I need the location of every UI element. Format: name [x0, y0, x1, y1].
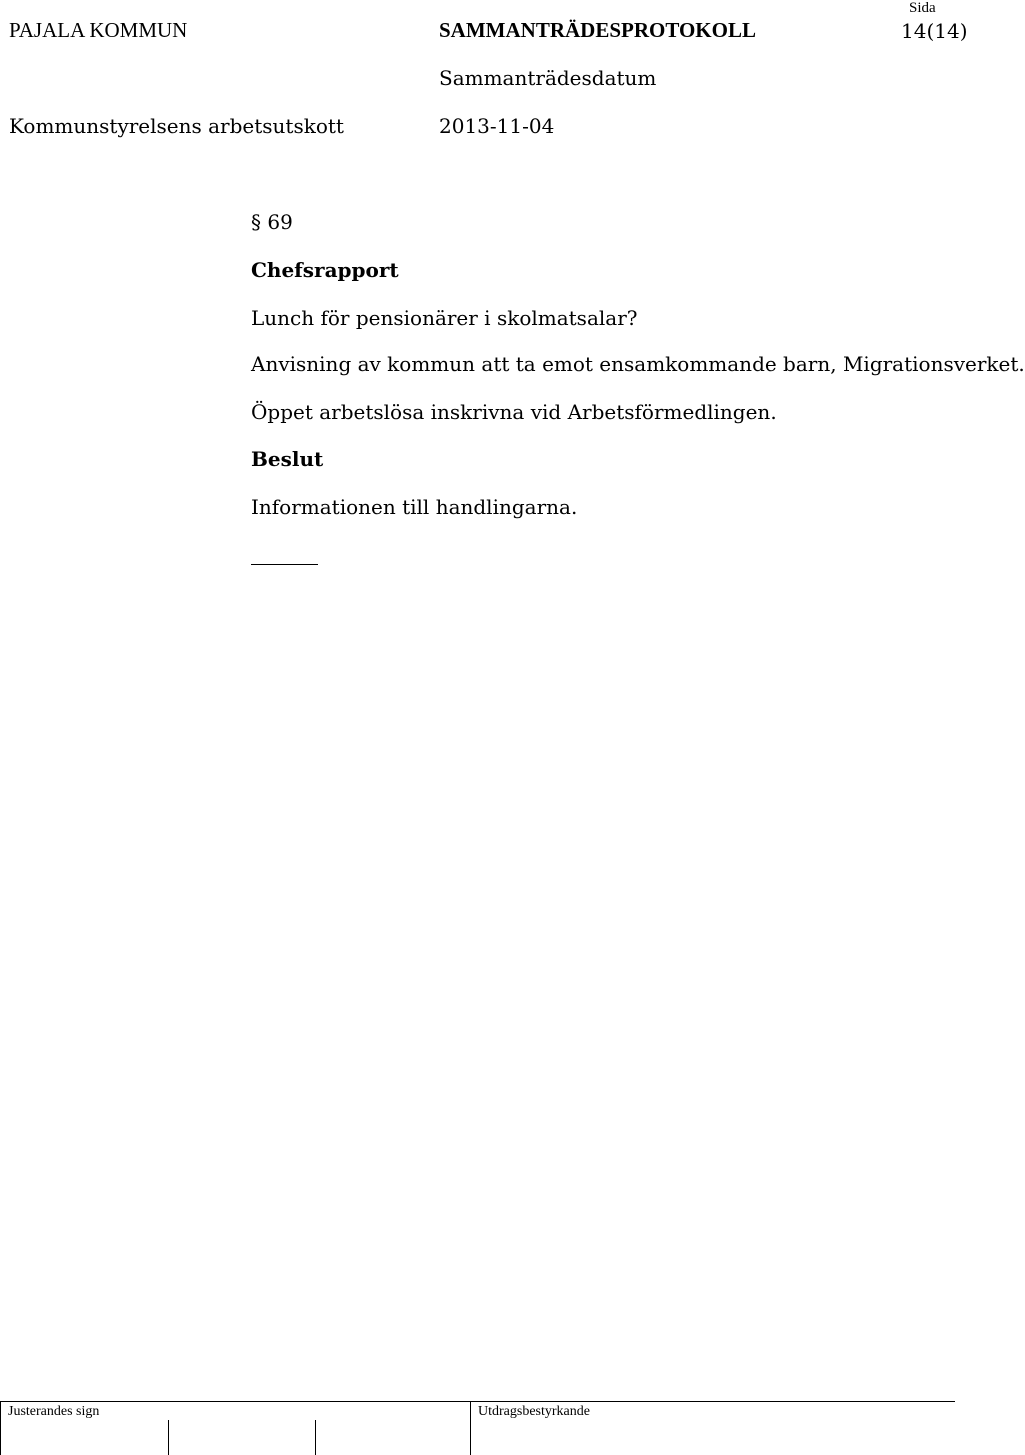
section-title: Chefsrapport — [251, 258, 399, 282]
section-end-rule — [251, 564, 318, 565]
organization-name: PAJALA KOMMUN — [9, 18, 188, 42]
document-type: SAMMANTRÄDESPROTOKOLL — [439, 18, 756, 42]
footer-signature-box-divider — [168, 1420, 169, 1455]
decision-text: Informationen till handlingarna. — [251, 495, 578, 519]
extract-certifier-label: Utdragsbestyrkande — [478, 1404, 590, 1419]
committee-name: Kommunstyrelsens arbetsutskott — [9, 114, 344, 138]
paragraph-number: § 69 — [251, 210, 293, 234]
meeting-date-label: Sammanträdesdatum — [439, 66, 657, 90]
decision-heading: Beslut — [251, 447, 324, 471]
footer-top-rule — [0, 1401, 955, 1402]
report-item: Lunch för pensionärer i skolmatsalar? — [251, 306, 638, 330]
page-label: Sida — [909, 0, 936, 16]
footer-signature-box-divider — [315, 1420, 316, 1455]
footer-divider — [0, 1402, 1, 1455]
meeting-date: 2013-11-04 — [439, 114, 555, 138]
adjuster-sign-label: Justerandes sign — [8, 1404, 100, 1419]
footer-divider — [470, 1402, 471, 1455]
report-item: Öppet arbetslösa inskrivna vid Arbetsförmedlingen. — [251, 400, 777, 424]
page-number: 14(14) — [901, 19, 968, 43]
report-item: Anvisning av kommun att ta emot ensamkommande barn, Migrationsverket. — [251, 352, 1025, 376]
